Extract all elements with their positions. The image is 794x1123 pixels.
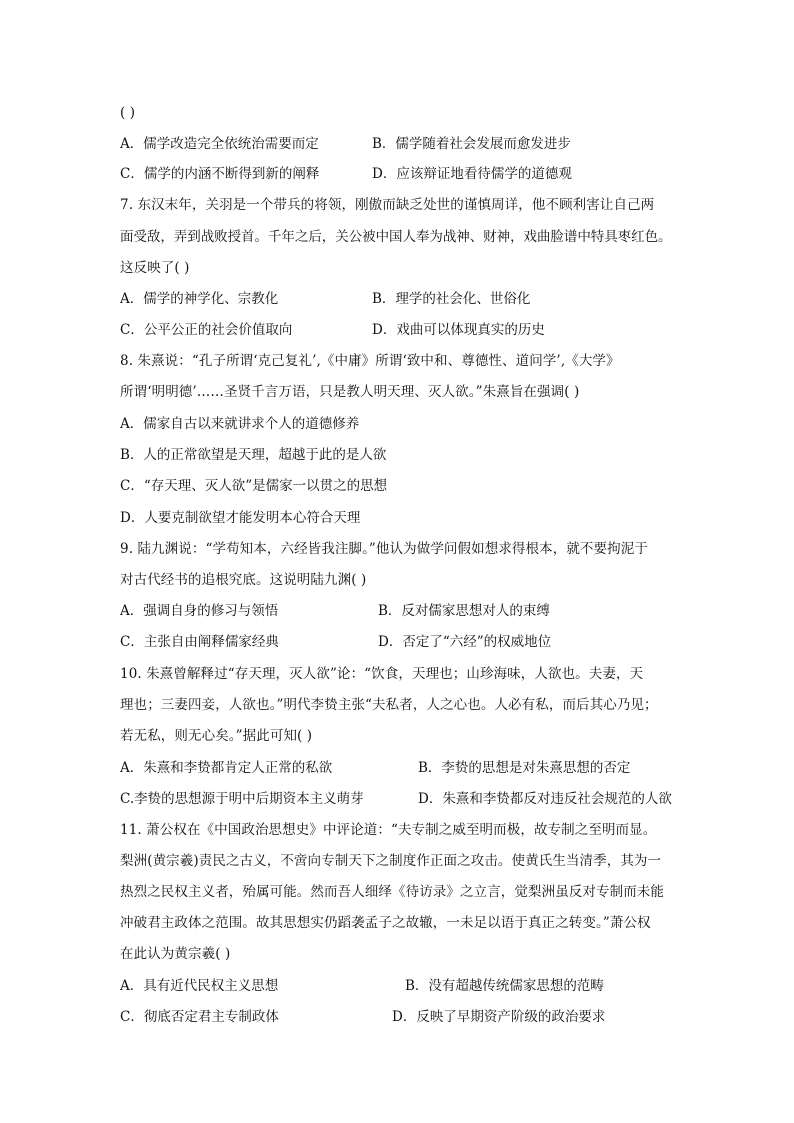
q10-option-a: A．朱熹和李贽都肯定人正常的私欲 [120,760,333,776]
q6-option-b: B．儒学随着社会发展而愈发进步 [372,136,571,152]
q7-stem-line-1: 7. 东汉末年，关羽是一个带兵的将领，刚傲而缺乏处世的谨慎周详，他不顾利害让自己两 [120,197,655,213]
q10-stem-line-1: 10. 朱熹曾解释过“存天理，灭人欲”论：“饮食，天理也；山珍海味，人欲也。夫妻，天 [120,666,644,682]
q7-option-b: B．理学的社会化、世俗化 [372,291,531,307]
q11-stem-line-4: 冲破君主政体之范围。故其思想实仍蹈袭孟子之故辙，一未足以语于真正之转变。”萧公权 [120,915,651,931]
q10-stem-line-3: 若无私，则无心矣。”据此可知( ) [120,728,313,744]
q8-stem-line-2: 所谓‘明明德’……圣贤千言万语，只是教人明天理、灭人欲。”朱熹旨在强调( ) [120,384,580,400]
q8-option-d: D．人要克制欲望才能发明本心符合天理 [120,510,361,526]
q10-option-d: D．朱熹和李贽都反对违反社会规范的人欲 [418,791,672,807]
q11-stem-line-2: 梨洲(黄宗羲)责民之古义，不啻向专制天下之制度作正面之攻击。使黄氏生当清季，其为一 [120,853,662,869]
q11-stem-line-5: 在此认为黄宗羲( ) [120,946,231,962]
q11-option-a: A．具有近代民权主义思想 [120,978,279,994]
q7-option-d: D．戏曲可以体现真实的历史 [372,322,545,338]
q7-option-c: C．公平公正的社会价值取向 [120,322,293,338]
q6-option-c: C．儒学的内涵不断得到新的阐释 [120,166,320,182]
q7-stem-line-2: 面受敌，弄到战败授首。千年之后，关公被中国人奉为战神、财神，戏曲脸谱中特具枣红色。 [120,229,672,245]
q8-option-c: C．“存天理、灭人欲”是儒家一以贯之的思想 [120,478,388,494]
q9-stem-line-1: 9. 陆九渊说：“学苟知本，六经皆我注脚。”他认为做学问假如想求得根本，就不要拘泥于 [120,541,648,557]
q9-stem-line-2: 对古代经书的追根究底。这说明陆九渊( ) [120,572,367,588]
q9-option-d: D．否定了“六经”的权威地位 [378,634,552,650]
q10-option-c: C.李贽的思想源于明中后期资本主义萌芽 [120,791,364,807]
q7-stem-line-3: 这反映了( ) [120,260,190,276]
q9-option-a: A．强调自身的修习与领悟 [120,603,279,619]
q11-option-d: D．反映了早期资产阶级的政治要求 [392,1009,606,1025]
q8-stem-line-1: 8. 朱熹说：“孔子所谓‘克己复礼’,《中庸》所谓‘致中和、尊德性、道问学’,《大学》 [120,353,620,369]
q10-option-b: B．李贽的思想是对朱熹思想的否定 [418,760,631,776]
q8-option-a: A．儒家自古以来就讲求个人的道德修养 [120,416,360,432]
q11-stem-line-1: 11. 萧公权在《中国政治思想史》中评论道：“夫专制之威至明而极，故专制之至明而显。 [120,822,657,838]
q9-option-c: C．主张自由阐释儒家经典 [120,634,279,650]
q6-option-d: D．应该辩证地看待儒学的道德观 [372,166,572,182]
q9-option-b: B．反对儒家思想对人的束缚 [378,603,550,619]
q11-stem-line-3: 热烈之民权主义者，殆属可能。然而吾人细绎《待访录》之立言，觉梨洲虽反对专制而未能 [120,884,664,900]
q6-option-a: A．儒学改造完全依统治需要而定 [120,136,319,152]
q8-option-b: B．人的正常欲望是天理，超越于此的是人欲 [120,447,387,463]
q10-stem-line-2: 理也；三妻四妾，人欲也。”明代李贽主张“夫私者，人之心也。人必有私，而后其心乃见； [120,697,658,713]
q7-option-a: A．儒学的神学化、宗教化 [120,291,279,307]
q6-answer-paren: ( ) [120,105,136,121]
q11-option-b: B．没有超越传统儒家思想的范畴 [405,978,604,994]
q11-option-c: C．彻底否定君主专制政体 [120,1009,279,1025]
